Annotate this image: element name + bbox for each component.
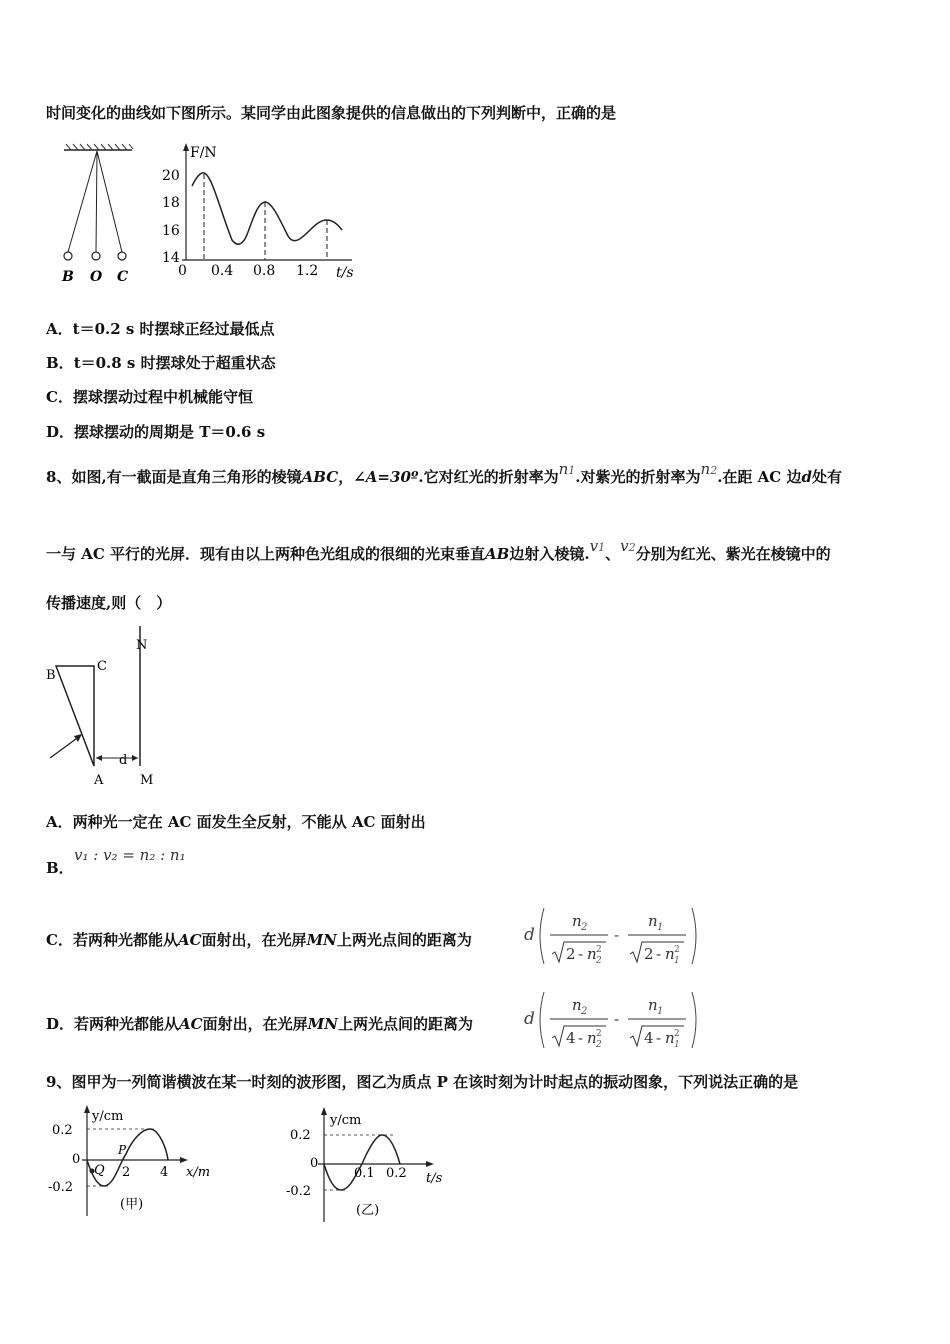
option-letter: C． [46, 931, 73, 949]
svg-text:2: 2 [581, 1006, 588, 1017]
stem-text: 分别为红光、紫光在棱镜中的 [635, 545, 831, 563]
wave-y-pos: 0.2 [52, 1123, 73, 1138]
q8-option-c-formula [520, 902, 702, 970]
prism-name: ABC [301, 468, 339, 486]
option-letter: D． [46, 1015, 75, 1033]
vibration-curve [324, 1135, 400, 1190]
n1-subscript: 1 [568, 464, 576, 477]
option-letter: B． [46, 354, 74, 372]
wave-xlabel: x/m [186, 1165, 211, 1180]
prism-figure [44, 624, 164, 790]
svg-text:n: n [587, 945, 597, 963]
svg-text:1: 1 [657, 922, 664, 933]
v1-subscript: 1 [598, 541, 606, 554]
vib-y-neg: -0.2 [286, 1184, 312, 1199]
q8-option-b[interactable] [46, 857, 74, 878]
q8-option-d[interactable] [46, 1013, 473, 1034]
q8-option-a[interactable] [46, 811, 426, 832]
ytick-20: 20 [162, 168, 180, 184]
svg-text:n: n [665, 1029, 675, 1047]
angle-value: A=30º [365, 468, 419, 486]
option-text: 摆球摆动的周期是 T＝0.6 s [74, 423, 266, 441]
vertex-A: A [94, 773, 104, 788]
distance-d: d [801, 468, 812, 486]
option-text: 若两种光都能从 [74, 1015, 180, 1033]
point-Q: Q [94, 1163, 105, 1178]
vertex-B: B [46, 668, 56, 683]
vib-xtick-0.2: 0.2 [386, 1166, 407, 1181]
stem-text: 一与 AC 平行的光屏．现有由以上两种色光组成的很细的光束垂直 [46, 545, 486, 563]
wave-xtick-4: 4 [160, 1165, 169, 1180]
screen-N: N [136, 638, 148, 653]
svg-text:2: 2 [596, 1040, 602, 1050]
option-letter: C． [46, 388, 73, 406]
option-text: 面射出，在光屏 [202, 1015, 308, 1033]
svg-text:n: n [572, 912, 582, 930]
svg-text:2: 2 [596, 956, 602, 966]
svg-text:1: 1 [657, 1006, 664, 1017]
option-text: t＝0.2 s 时摆球正经过最低点 [72, 320, 275, 338]
option-text: 摆球摆动过程中机械能守恒 [72, 388, 253, 406]
xtick-0.8: 0.8 [253, 263, 276, 279]
q7-option-d[interactable] [46, 421, 265, 442]
svg-text:n: n [665, 945, 675, 963]
wave-ylabel: y/cm [92, 1109, 124, 1124]
option-letter: D． [46, 423, 75, 441]
option-text: 上两光点间的距离为 [336, 931, 472, 949]
option-text: 上两光点间的距离为 [337, 1015, 473, 1033]
ytick-18: 18 [162, 195, 180, 211]
radicand-constant: 4 [644, 1029, 654, 1047]
q8-stem-line3: 传播速度,则（ ） [46, 594, 172, 612]
q7-option-a[interactable] [46, 318, 275, 339]
stem-text: .它对红光的折射率为 [418, 468, 559, 486]
v2-symbol: v [620, 537, 629, 555]
svg-text:1: 1 [674, 1040, 680, 1050]
force-curve [192, 173, 342, 244]
n1-symbol: n [558, 460, 569, 478]
svg-text:d: d [524, 1009, 535, 1029]
question-number: 8、 [46, 468, 72, 486]
wave-caption: (甲) [120, 1197, 144, 1212]
svg-text:-: - [656, 1029, 662, 1047]
n2-subscript: 2 [710, 464, 718, 477]
label-C: C [117, 269, 129, 285]
radicand-constant: 2 [644, 945, 654, 963]
option-letter: B． [46, 859, 74, 877]
vib-xtick-0.1: 0.1 [354, 1166, 375, 1181]
svg-text:n: n [587, 1029, 597, 1047]
option-letter: A． [46, 813, 73, 831]
svg-text:-: - [578, 945, 584, 963]
point-P: P [118, 1143, 127, 1157]
radicand-constant: 2 [566, 945, 576, 963]
screen-mn: MN [307, 1015, 338, 1033]
option-text: 面射出，在光屏 [201, 931, 307, 949]
xtick-0: 0 [178, 263, 187, 279]
q8-stem-line2 [46, 537, 831, 564]
svg-text:-: - [656, 945, 662, 963]
svg-text:n: n [648, 996, 658, 1014]
q7-stem-tail: 时间变化的曲线如下图所示。某同学由此图象提供的信息做出的下列判断中，正确的是 [46, 104, 617, 122]
svg-text:2: 2 [596, 1029, 602, 1039]
option-text: t＝0.8 s 时摆球处于超重状态 [73, 354, 276, 372]
q9-stem [46, 1071, 798, 1092]
svg-text:2: 2 [596, 945, 602, 955]
stem-text: 图甲为一列简谐横波在某一时刻的波形图，图乙为质点 P 在该时刻为计时起点的振动图象，下列说法正确的是 [71, 1073, 799, 1091]
q8-option-d-formula [520, 986, 702, 1054]
svg-text:-: - [578, 1029, 584, 1047]
q8-option-b-formula: v₁ : v₂ = n₂ : n₁ [74, 846, 186, 864]
stem-text: .在距 AC 边 [717, 468, 802, 486]
stem-text: 边射入棱镜. [509, 545, 590, 563]
stem-text: 如图,有一截面是直角三角形的棱镜 [71, 468, 302, 486]
force-time-graph [156, 140, 360, 282]
q8-option-c[interactable] [46, 929, 472, 950]
q7-option-b[interactable] [46, 352, 276, 373]
vib-xlabel: t/s [426, 1171, 443, 1186]
vib-caption: (乙) [356, 1203, 380, 1218]
n2-symbol: n [700, 460, 711, 478]
stem-text: ，∠ [338, 468, 366, 486]
distance-d-label: d [119, 753, 128, 768]
svg-text:n: n [648, 912, 658, 930]
wave-xtick-2: 2 [122, 1165, 131, 1180]
svg-text:2: 2 [674, 945, 680, 955]
label-O: O [90, 269, 103, 285]
svg-text:-: - [614, 1010, 620, 1028]
question-number: 9、 [46, 1073, 72, 1091]
svg-text:n: n [572, 996, 582, 1014]
stem-text: 处有 [811, 468, 842, 486]
svg-text:-: - [614, 926, 620, 944]
option-text: 两种光一定在 AC 面发生全反射，不能从 AC 面射出 [72, 813, 426, 831]
wave-y-neg: -0.2 [48, 1180, 74, 1195]
vertex-C: C [97, 659, 107, 674]
ytick-14: 14 [162, 250, 180, 266]
wave-graph-jia [44, 1102, 234, 1220]
pendulum-figure [58, 142, 138, 288]
q7-option-c[interactable] [46, 386, 253, 407]
option-text: 若两种光都能从 [72, 931, 178, 949]
q8-stem-line1 [46, 460, 842, 487]
wave-y-zero: 0 [72, 1152, 81, 1167]
graph-ylabel: F/N [190, 145, 217, 161]
stem-text: .对紫光的折射率为 [575, 468, 701, 486]
xtick-0.4: 0.4 [211, 263, 234, 279]
xtick-1.2: 1.2 [296, 263, 319, 279]
option-letter: A． [46, 320, 73, 338]
vibration-graph-yi [284, 1104, 454, 1226]
svg-text:2: 2 [674, 1029, 680, 1039]
label-B: B [62, 269, 74, 285]
ytick-16: 16 [162, 223, 180, 239]
edge-ab: AB [485, 545, 510, 563]
face-ac: AC [179, 1015, 203, 1033]
face-ac: AC [177, 931, 202, 949]
svg-text:2: 2 [581, 922, 588, 933]
svg-text:1: 1 [674, 956, 680, 966]
v2-subscript: 2 [628, 541, 636, 554]
v1-symbol: v [589, 537, 599, 555]
screen-M: M [140, 773, 154, 788]
vib-ylabel: y/cm [330, 1113, 362, 1128]
vib-y-pos: 0.2 [290, 1128, 311, 1143]
screen-mn: MN [306, 931, 337, 949]
vib-y-zero: 0 [310, 1156, 319, 1171]
radicand-constant: 4 [566, 1029, 576, 1047]
svg-text:d: d [524, 925, 535, 945]
graph-xlabel: t/s [336, 265, 354, 281]
separator: 、 [605, 545, 621, 563]
